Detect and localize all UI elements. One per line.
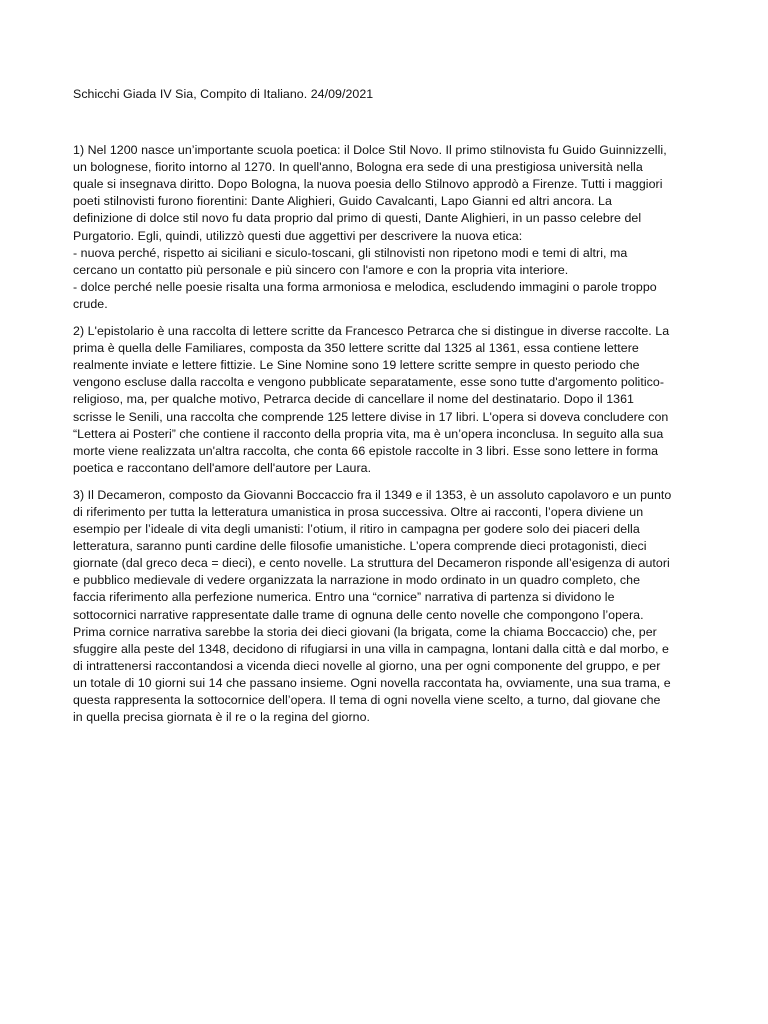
text-line: religioso, ma, per qualche motivo, Petrarca decide di cancellare il nome del destinatario. Dopo il 1361 (73, 392, 634, 407)
text-line: letteratura, saranno punti cardine delle filosofie umanistiche. L’opera comprende dieci protagonisti, dieci (73, 539, 647, 554)
text-line: faccia riferimento alla perfezione numerica. Entro una “cornice” narrativa di partenza si dividono le (73, 590, 615, 605)
text-line: un totale di 10 giorni sui 14 che passano insieme. Ogni novella raccontata ha, ovviamente, una sua trama, e (73, 675, 671, 690)
text-line: - dolce perché nelle poesie risalta una forma armoniosa e melodica, escludendo immagini o parole troppo (73, 279, 657, 294)
paragraph-2 (73, 323, 697, 477)
text-line: crude. (73, 296, 108, 311)
paragraph-list (73, 142, 697, 726)
document-body (73, 86, 697, 736)
text-line: di intrattenersi raccontandosi a vicenda dieci novelle al giorno, una per ogni componente del gruppo, e per (73, 658, 661, 673)
text-line: poetica e raccontano dell'amore dell'autore per Laura. (73, 460, 372, 475)
paragraph-3 (73, 487, 697, 726)
text-line: 3) Il Decameron, composto da Giovanni Boccaccio fra il 1349 e il 1353, è un assoluto capolavoro e un punto (73, 487, 672, 502)
text-line: Purgatorio. Egli, quindi, utilizzò questi due aggettivi per descrivere la nuova etica: (73, 228, 523, 243)
document-header: Schicchi Giada IV Sia, Compito di Italiano. 24/09/2021 (73, 87, 374, 101)
text-line: scrisse le Senili, una raccolta che comprende 125 lettere divise in 17 libri. L'opera si doveva concludere con (73, 409, 669, 424)
text-line: vengono escluse dalla raccolta e vengono pubblicate separatamente, esse sono tutte d'argomento politico- (73, 375, 664, 390)
text-line: Prima cornice narrativa sarebbe la storia dei dieci giovani (la brigata, come la chiama Boccaccio) che, per (73, 624, 657, 639)
text-line: - nuova perché, rispetto ai siciliani e siculo-toscani, gli stilnovisti non ripetono modi e temi di altri, ma (73, 245, 628, 260)
text-line: esempio per l’ideale di vita degli umanisti: l’otium, il ritiro in campagna per godere solo dei piaceri della (73, 522, 640, 537)
text-line: in quella precisa giornata è il re o la regina del giorno. (73, 710, 371, 725)
text-line: questa rappresenta la sottocornice dell’opera. Il tema di ogni novella viene scelto, a turno, dal giovane che (73, 693, 661, 707)
text-line: realmente inviate e lettere fittizie. Le Sine Nomine sono 19 lettere scritte sempre in questo periodo che (73, 358, 640, 373)
text-line: 2) L'epistolario è una raccolta di lettere scritte da Francesco Petrarca che si distingue in diverse raccolte. La (73, 324, 670, 339)
text-line: giornate (dal greco deca = dieci), e cento novelle. La struttura del Decameron risponde all’esigenza di autori (73, 556, 670, 571)
text-line: un bolognese, fiorito intorno al 1270. In quell'anno, Bologna era sede di una prestigiosa università nella (73, 160, 643, 175)
text-line: di riferimento per tutta la letteratura umanistica in prosa successiva. Oltre ai racconti, l’opera diviene un (73, 504, 644, 519)
text-line: sfuggire alla peste del 1348, decidono di rifugiarsi in una villa in campagna, lontani dalla città e dal morbo, e (73, 641, 669, 656)
text-line: poeti stilnovisti furono fiorentini: Dante Alighieri, Guido Cavalcanti, Lapo Gianni ed altri ancora. La (73, 194, 612, 209)
paragraph-1 (73, 142, 697, 313)
text-line: sottocornici narrative rappresentate dalle trame di ognuna delle cento novelle che compongono l’opera. (73, 607, 644, 622)
text-line: definizione di dolce stil novo fu data proprio dal primo di questi, Dante Alighieri, in un passo celebre del (73, 211, 642, 226)
text-line: prima è quella delle Familiares, composta da 350 lettere scritte dal 1325 al 1361, essa contiene lettere (73, 341, 639, 356)
text-line: 1) Nel 1200 nasce un’importante scuola poetica: il Dolce Stil Novo. Il primo stilnovista fu Guido Guinnizzelli, (73, 143, 667, 158)
text-line: cercano un contatto più personale e più sincero con l'amore e con la propria vita interiore. (73, 262, 569, 277)
text-line: morte viene realizzata un'altra raccolta, che conta 66 epistole raccolte in 3 libri. Esse sono lettere in forma (73, 443, 659, 458)
text-line: quale si insegnava diritto. Dopo Bologna, la nuova poesia dello Stilnovo approdò a Firenze. Tutti i maggiori (73, 177, 663, 192)
text-line: e pubblico medievale di vedere organizzata la narrazione in modo ordinato in un quadro completo, che (73, 573, 641, 588)
text-line: “Lettera ai Posteri” che contiene il racconto della propria vita, ma è un’opera inconclusa. In seguito alla sua (73, 426, 664, 441)
